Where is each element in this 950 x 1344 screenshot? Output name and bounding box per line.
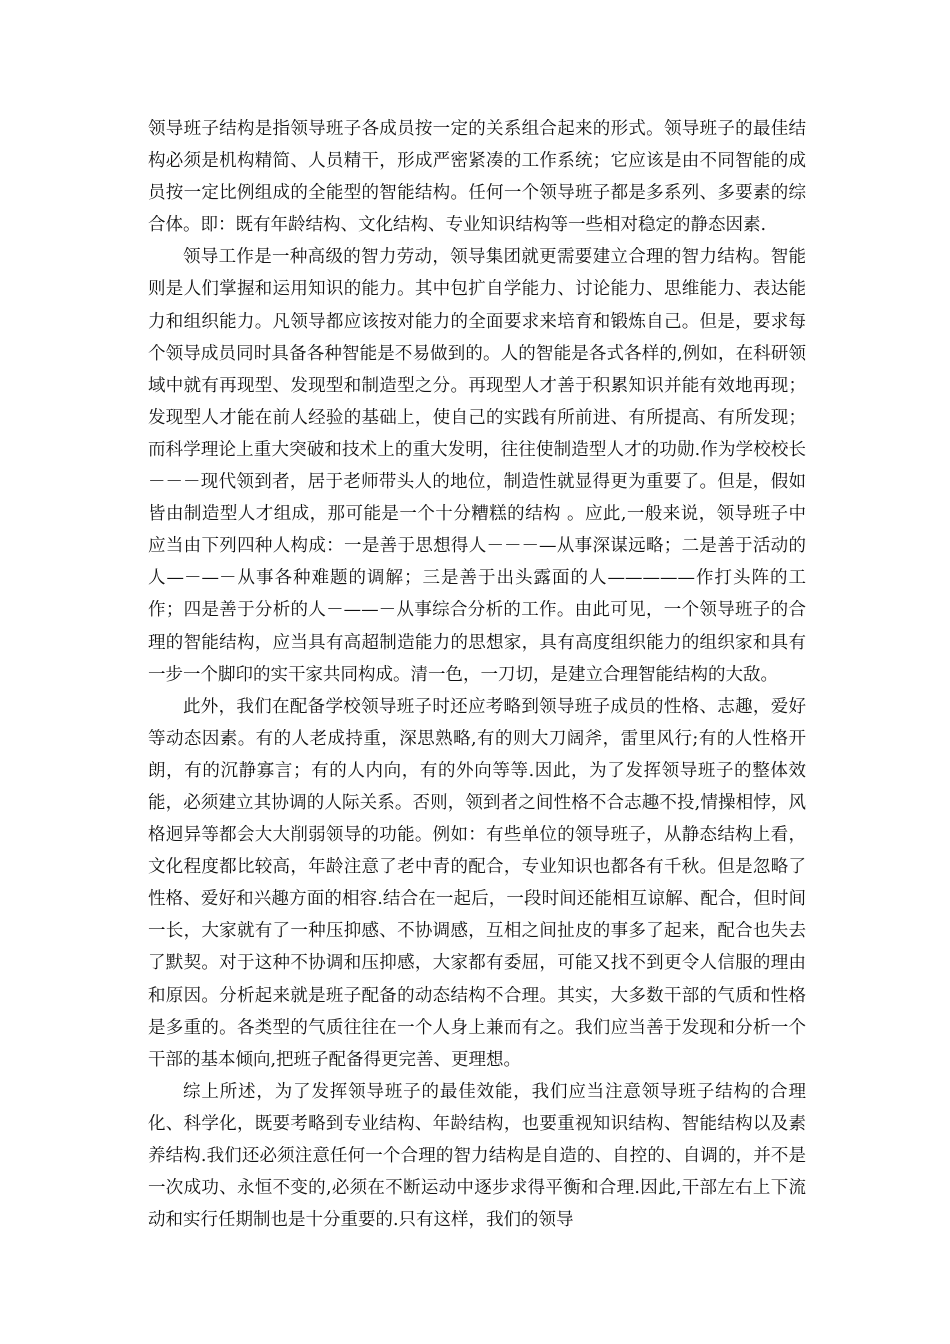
paragraph-2: 领导工作是一种高级的智力劳动，领导集团就更需要建立合理的智力结构。智能则是人们掌握和运用知识的能力。其中包扩自学能力、讨论能力、思维能力、表达能力和组织能力。凡领导都应该按对能力的全面要求来培育和锻炼自己。但是，要求每个领导成员同时具备各种智能是不易做到的。人的智能是各式各样的,例如，在科研领域中就有再现型、发现型和制造型之分。再现型人才善于积累知识并能有效地再现；发现型人才能在前人经验的基础上，使自己的实践有所前进、有所提高、有所发现；而科学理论上重大突破和技术上的重大发明，往往使制造型人才的功勋.作为学校校长－－－现代领到者，居于老师带头人的地位，制造性就显得更为重要了。但是，假如皆由制造型人才组成，那可能是一个十分糟糕的结构 。应此,一般来说，领导班子中应当由下列四种人构成：一是善于思想得人－－－—从事深谋远略；二是善于活动的人—－—－从事各种难题的调解；三是善于出头露面的人—————作打头阵的工作；四是善于分析的人－——－从事综合分析的工作。由此可见，一个领导班子的合理的智能结构，应当具有高超制造能力的思想家，具有高度组织能力的组织家和具有一步一个脚印的实干家共同构成。清一色，一刀切，是建立合理智能结构的大敌。: [148, 247, 806, 685]
paragraph-1: 领导班子结构是指领导班子各成员按一定的关系组合起来的形式。领导班子的最佳结构必须是机构精简、人员精干，形成严密紧凑的工作系统；它应该是由不同智能的成员按一定比例组成的全能型的智能结构。任何一个领导班子都是多系列、多要素的综合体。即：既有年龄结构、文化结构、专业知识结构等一些相对稳定的静态因素.: [148, 119, 806, 236]
document-body: [148, 113, 806, 1236]
paragraph-3: 此外，我们在配备学校领导班子时还应考略到领导班子成员的性格、志趣，爱好等动态因素。有的人老成持重，深思熟略,有的则大刀阔斧，雷里风行;有的人性格开朗，有的沉静寡言；有的人内向，有的外向等等.因此，为了发挥领导班子的整体效能，必须建立其协调的人际关系。否则，领到者之间性格不合志趣不投,情操相悖，风格迥异等都会大大削弱领导的功能。例如：有些单位的领导班子，从静态结构上看，文化程度都比较高，年龄注意了老中青的配合，专业知识也都各有千秋。但是忽略了性格、爱好和兴趣方面的相容.结合在一起后，一段时间还能相互谅解、配合，但时间一长，大家就有了一种压抑感、不协调感，互相之间扯皮的事多了起来，配合也失去了默契。对于这种不协调和压抑感，大家都有委屈，可能又找不到更令人信服的理由和原因。分析起来就是班子配备的动态结构不合理。其实，大多数干部的气质和性格是多重的。各类型的气质往往在一个人身上兼而有之。我们应当善于发现和分析一个干部的基本倾向,把班子配备得更完善、更理想。: [148, 696, 806, 1070]
paragraph-4: 综上所述，为了发挥领导班子的最佳效能，我们应当注意领导班子结构的合理化、科学化，既要考略到专业结构、年龄结构，也要重视知识结构、智能结构以及素养结构.我们还必须注意任何一个合理的智力结构是自造的、自控的、自调的，并不是一次成功、永恒不变的,必须在不断运动中逐步求得平衡和合理.因此,干部左右上下流动和实行任期制也是十分重要的.只有这样，我们的领导: [148, 1081, 806, 1231]
